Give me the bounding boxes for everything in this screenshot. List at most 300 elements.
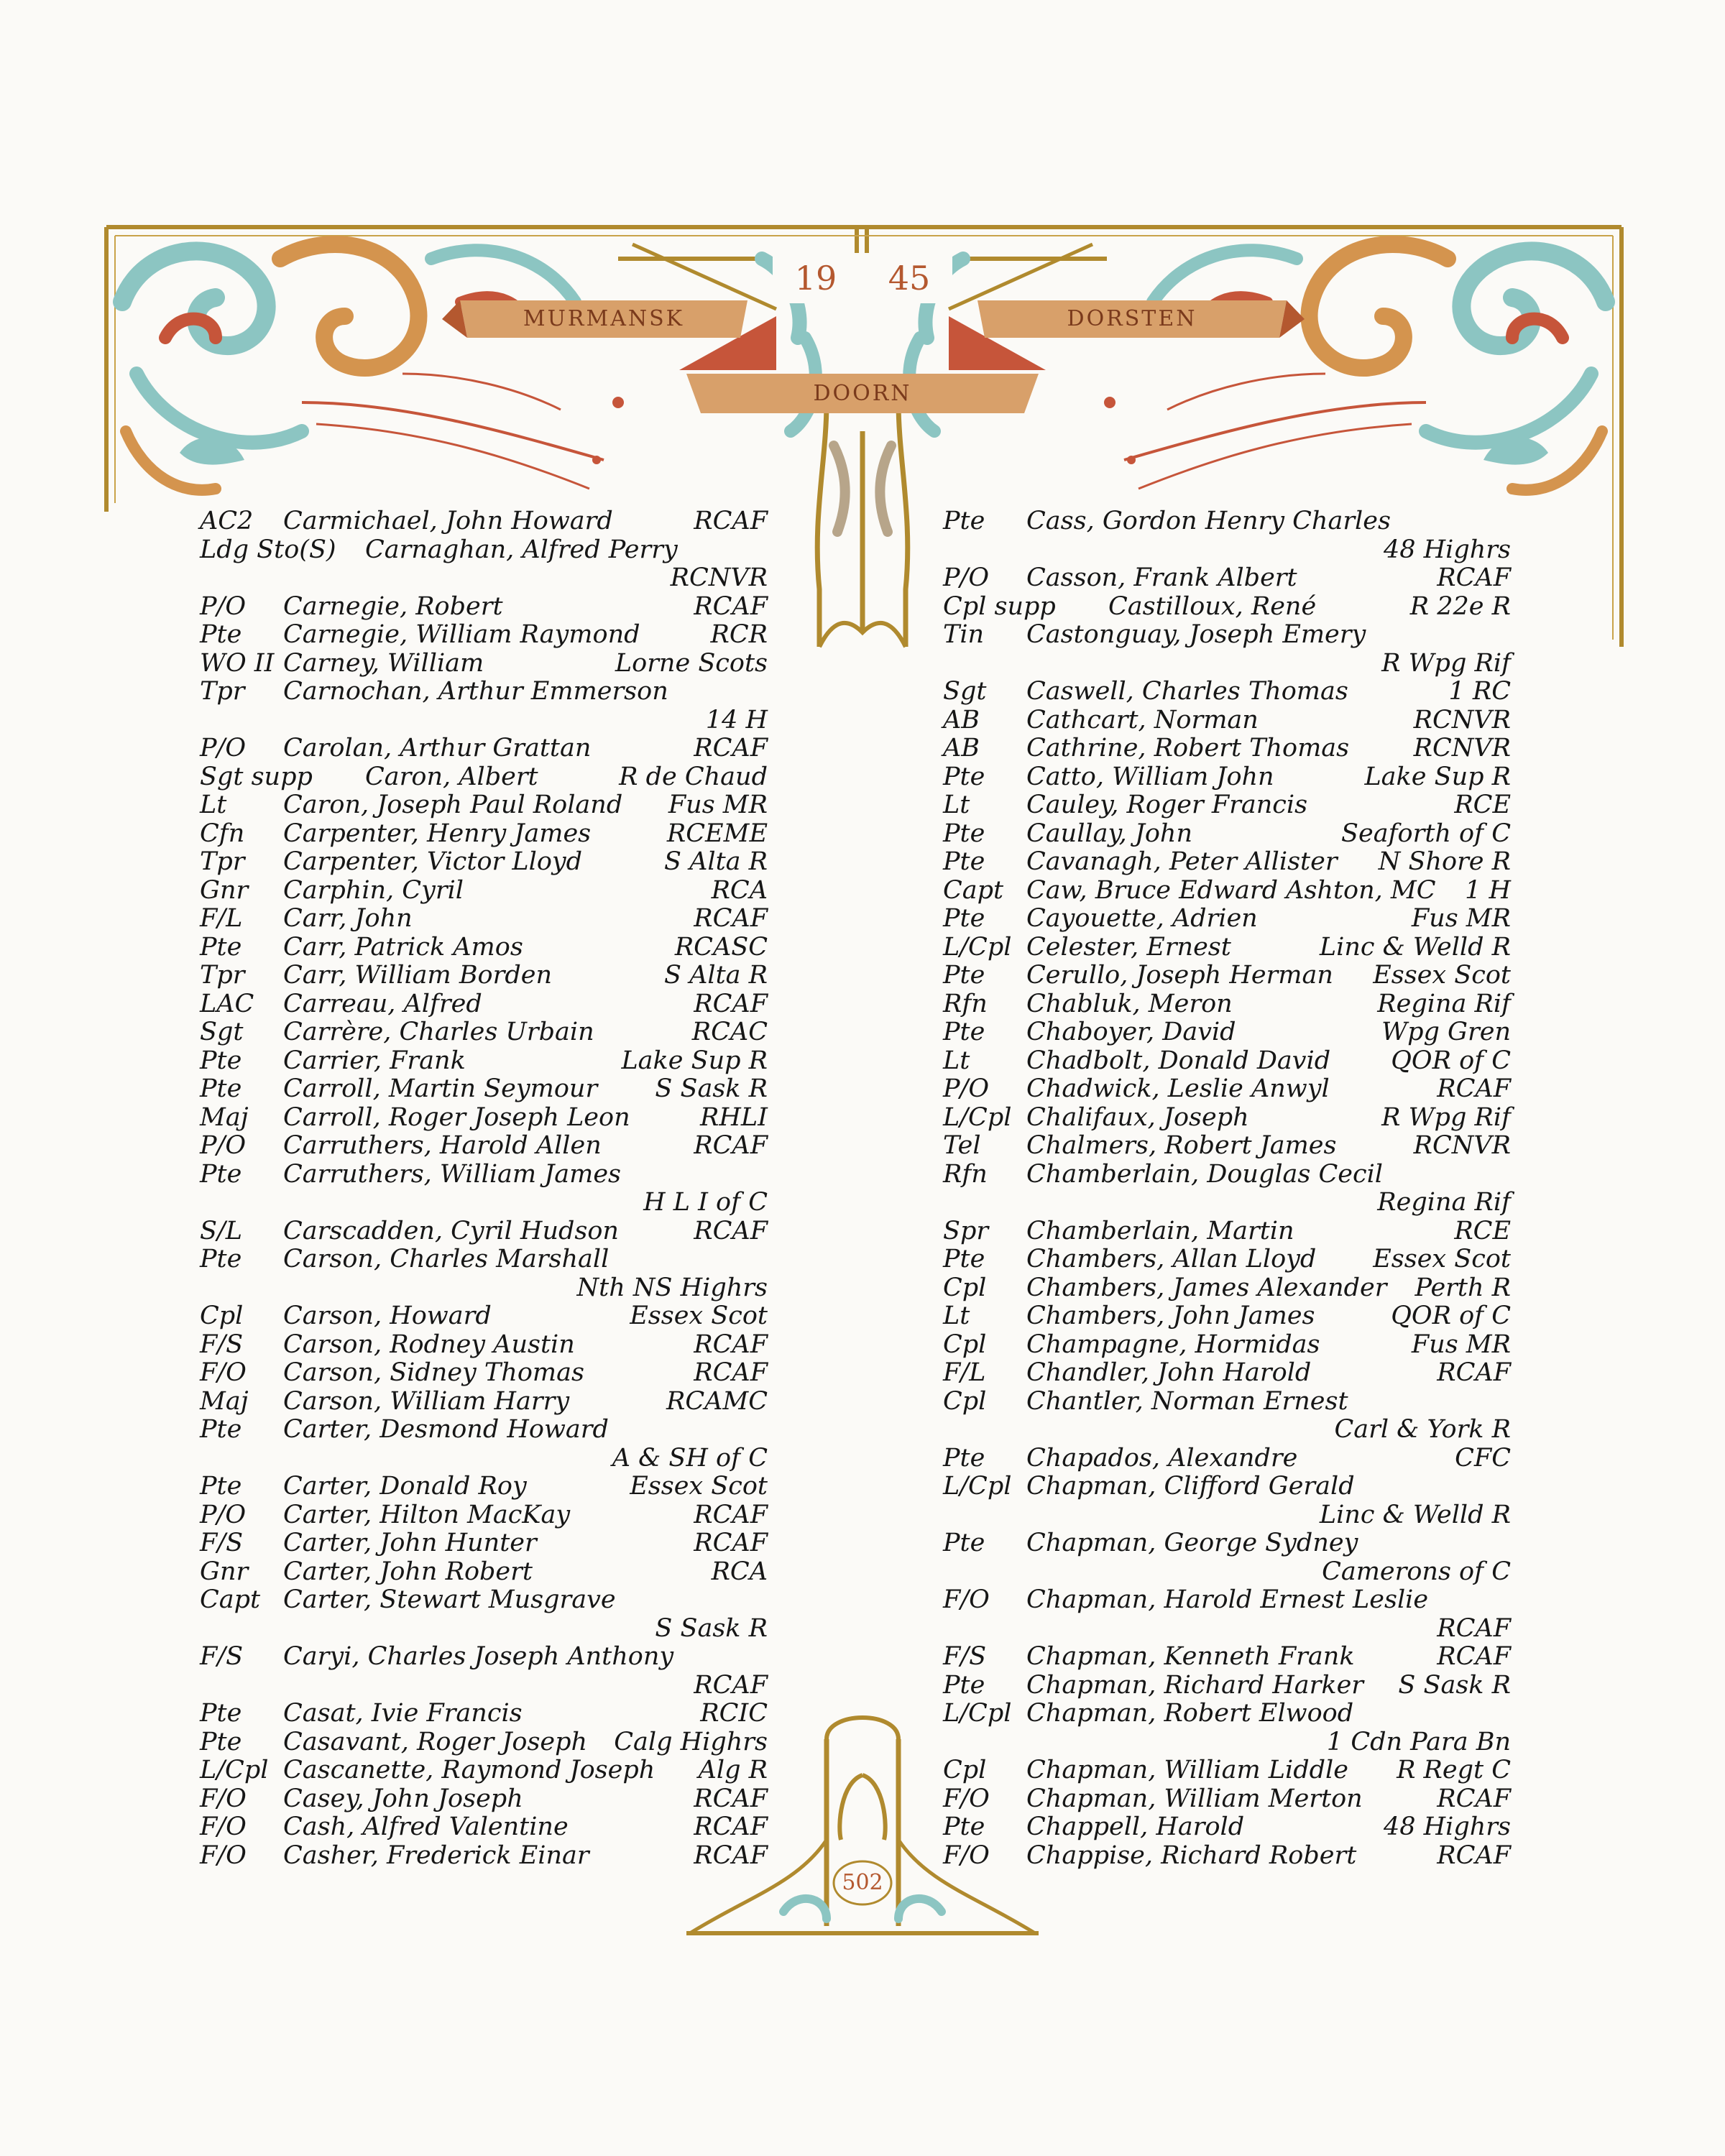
entry-name: Cascanette, Raymond Joseph (283, 1756, 656, 1784)
roll-entry (943, 706, 1511, 735)
entry-rank: F/S (200, 1330, 244, 1359)
entry-unit: RCNVR (670, 563, 768, 592)
entry-name: Cavanagh, Peter Allister (1026, 847, 1338, 876)
roll-entry (943, 1388, 1511, 1445)
entry-unit: H L I of C (643, 1188, 768, 1217)
entry-unit: Regina Rif (1377, 989, 1511, 1018)
entry-unit: RCAF (694, 1784, 768, 1813)
entry-unit: RCAF (694, 1131, 768, 1160)
entry-name: Chapados, Alexandre (1026, 1443, 1298, 1473)
roll-entry (200, 1700, 768, 1728)
entry-unit: Carl & York R (1334, 1415, 1511, 1444)
entry-name: Carson, Rodney Austin (283, 1330, 575, 1359)
entry-rank: F/L (200, 904, 243, 933)
entry-name: Caullay, John (1026, 819, 1193, 848)
roll-entry (200, 1018, 768, 1047)
entry-unit: RCAF (694, 1812, 768, 1841)
entry-name: Carroll, Roger Joseph Leon (283, 1102, 630, 1132)
entry-name: Carnegie, Robert (283, 591, 503, 621)
entry-rank: Pte (200, 1415, 242, 1444)
entry-unit: Essex Scot (1373, 1245, 1511, 1273)
roll-entry (943, 1445, 1511, 1473)
entry-name: Caron, Albert (365, 762, 538, 791)
entry-name: Caron, Joseph Paul Roland (283, 791, 623, 819)
entry-name: Carter, Hilton MacKay (283, 1500, 571, 1529)
entry-name: Carnegie, William Raymond (283, 620, 640, 649)
entry-rank: Pte (943, 1670, 985, 1700)
entry-rank: L/Cpl (943, 932, 1012, 962)
roll-entry (943, 1274, 1511, 1303)
entry-rank: Pte (200, 1159, 242, 1189)
entry-rank: Pte (943, 1443, 985, 1473)
entry-rank: Sgt (200, 1018, 244, 1046)
entry-unit: Camerons of C (1322, 1557, 1511, 1586)
entry-rank: F/O (200, 1784, 247, 1813)
entry-name: Catto, William John (1026, 762, 1274, 791)
entry-unit: RCAF (694, 1529, 768, 1557)
entry-rank: Gnr (200, 1557, 249, 1586)
entry-rank: Ldg Sto(S) (200, 535, 336, 564)
entry-rank: F/S (943, 1642, 987, 1671)
roll-entry (200, 1643, 768, 1700)
roll-entry (943, 1473, 1511, 1529)
entry-rank: Cpl (943, 1330, 987, 1359)
entry-name: Carruthers, William James (283, 1159, 621, 1189)
entry-rank: F/S (200, 1529, 244, 1557)
entry-unit: RCAF (1437, 1841, 1511, 1870)
roll-entry (943, 1161, 1511, 1217)
entry-rank: Pte (943, 1812, 985, 1841)
roll-entry (200, 734, 768, 763)
entry-unit: RCR (710, 620, 768, 649)
entry-name: Carr, John (283, 904, 413, 933)
entry-unit: RCAF (694, 1216, 768, 1245)
roll-entry (200, 1217, 768, 1246)
entry-unit: RCAF (694, 734, 768, 763)
roll-entry (200, 621, 768, 650)
entry-rank: S/L (200, 1216, 243, 1245)
entry-rank: Lt (943, 1046, 970, 1075)
entry-unit: N Shore R (1378, 847, 1511, 876)
roll-entry (943, 1359, 1511, 1388)
entry-rank: Pte (943, 847, 985, 876)
entry-unit: RCAF (694, 591, 768, 621)
entry-unit: S Sask R (655, 1074, 768, 1103)
entry-unit: 1 H (1465, 875, 1511, 905)
roll-entry (943, 905, 1511, 934)
entry-rank: P/O (943, 1074, 990, 1103)
entry-unit: 48 Highrs (1383, 535, 1511, 564)
entry-rank: Cpl (943, 1386, 987, 1416)
entry-rank: Tin (943, 620, 985, 649)
roll-entry (943, 934, 1511, 962)
entry-rank: Pte (943, 819, 985, 848)
entry-name: Casat, Ivie Francis (283, 1699, 523, 1728)
entry-unit: S Sask R (655, 1613, 768, 1643)
entry-unit: R Wpg Rif (1381, 1102, 1511, 1132)
roll-entry (943, 1700, 1511, 1756)
entry-name: Chambers, John James (1026, 1302, 1315, 1330)
left-name-column (200, 507, 768, 1870)
entry-name: Casher, Frederick Einar (283, 1841, 589, 1870)
entry-rank: Pte (200, 1727, 242, 1756)
entry-name: Carruthers, Harold Allen (283, 1131, 602, 1160)
entry-rank: Capt (943, 875, 1004, 905)
entry-name: Carter, John Hunter (283, 1529, 537, 1557)
roll-entry (200, 820, 768, 849)
entry-rank: Tpr (200, 847, 245, 876)
roll-entry (943, 1075, 1511, 1104)
entry-rank: Pte (200, 1472, 242, 1501)
entry-name: Chalmers, Robert James (1026, 1131, 1337, 1160)
entry-rank: AB (943, 734, 980, 763)
roll-entry (200, 678, 768, 734)
entry-unit: R Wpg Rif (1381, 648, 1511, 678)
entry-unit: RCE (1454, 791, 1511, 819)
entry-unit: Essex Scot (630, 1472, 768, 1501)
entry-name: Carson, Howard (283, 1302, 492, 1330)
entry-rank: Rfn (943, 989, 988, 1018)
entry-rank: Tpr (200, 677, 245, 706)
entry-rank: Cpl (943, 1273, 987, 1302)
entry-name: Carney, William (283, 648, 484, 678)
entry-rank: L/Cpl (943, 1102, 1012, 1132)
roll-entry (200, 990, 768, 1019)
entry-unit: RCAF (694, 1330, 768, 1359)
entry-name: Chalifaux, Joseph (1026, 1102, 1249, 1132)
entry-unit: Lake Sup R (1364, 762, 1511, 791)
roll-entry (200, 1047, 768, 1076)
roll-entry (943, 990, 1511, 1019)
roll-entry (200, 1416, 768, 1473)
roll-entry (943, 820, 1511, 849)
entry-unit: Fus MR (1411, 904, 1511, 933)
entry-name: Chambers, James Alexander (1026, 1273, 1387, 1302)
entry-unit: RCA (711, 875, 768, 905)
entry-unit: RCAF (694, 507, 768, 535)
entry-name: Carter, John Robert (283, 1557, 533, 1586)
entry-name: Chabluk, Meron (1026, 989, 1233, 1018)
entry-name: Champagne, Hormidas (1026, 1330, 1320, 1359)
entry-name: Cerullo, Joseph Herman (1026, 961, 1333, 990)
entry-name: Chantler, Norman Ernest (1026, 1386, 1348, 1416)
entry-name: Carphin, Cyril (283, 875, 464, 905)
roll-entry (200, 1359, 768, 1388)
roll-entry (200, 1728, 768, 1757)
roll-entry (943, 1104, 1511, 1133)
roll-entry (943, 962, 1511, 990)
entry-rank: Gnr (200, 875, 249, 905)
entry-name: Carr, Patrick Amos (283, 932, 523, 962)
entry-name: Carpenter, Henry James (283, 819, 592, 848)
roll-entry (943, 877, 1511, 906)
roll-entry (943, 1132, 1511, 1161)
left-scroll-ornament (122, 244, 624, 490)
roll-entry (200, 1132, 768, 1161)
entry-unit: R 22e R (1409, 591, 1511, 621)
entry-rank: Sgt supp (200, 762, 313, 791)
entry-rank: P/O (200, 1131, 247, 1160)
entry-unit: Regina Rif (1377, 1188, 1511, 1217)
banner-center-label: DOORN (813, 381, 912, 406)
entry-rank: Maj (200, 1386, 249, 1416)
entry-rank: Pte (200, 932, 242, 962)
roll-entry (200, 1473, 768, 1501)
entry-name: Caswell, Charles Thomas (1026, 677, 1348, 706)
entry-unit: RCAF (694, 1358, 768, 1387)
entry-unit: R de Chaud (619, 762, 768, 791)
entry-name: Carpenter, Victor Lloyd (283, 847, 583, 876)
entry-name: Cathcart, Norman (1026, 705, 1259, 734)
roll-entry (200, 1245, 768, 1302)
roll-entry (200, 1813, 768, 1842)
entry-name: Chambers, Allan Lloyd (1026, 1245, 1317, 1273)
roll-entry (200, 1756, 768, 1785)
entry-name: Chadwick, Leslie Anwyl (1026, 1074, 1330, 1103)
entry-name: Cathrine, Robert Thomas (1026, 734, 1350, 763)
entry-unit: RCE (1454, 1216, 1511, 1245)
roll-entry (943, 1047, 1511, 1076)
roll-entry (200, 848, 768, 877)
entry-unit: RCAC (691, 1018, 768, 1046)
entry-name: Chapman, William Liddle (1026, 1756, 1348, 1784)
entry-name: Carroll, Martin Seymour (283, 1074, 598, 1103)
entry-rank: LAC (200, 989, 254, 1018)
entry-unit: QOR of C (1391, 1302, 1511, 1330)
entry-unit: RCAF (1437, 1074, 1511, 1103)
entry-name: Chapman, Richard Harker (1026, 1670, 1364, 1700)
entry-name: Chapman, Clifford Gerald (1026, 1472, 1355, 1501)
entry-rank: Capt (200, 1585, 261, 1614)
roll-entry (943, 763, 1511, 792)
entry-name: Carmichael, John Howard (283, 507, 613, 535)
entry-unit: QOR of C (1391, 1046, 1511, 1075)
entry-name: Casavant, Roger Joseph (283, 1727, 588, 1756)
entry-rank: Pte (943, 762, 985, 791)
entry-unit: Fus MR (668, 791, 768, 819)
entry-rank: WO II (200, 648, 275, 678)
entry-rank: AC2 (200, 507, 254, 535)
entry-name: Celester, Ernest (1026, 932, 1231, 962)
entry-unit: RHLI (700, 1102, 768, 1132)
entry-name: Caw, Bruce Edward Ashton, MC (1026, 875, 1436, 905)
entry-rank: Pte (943, 1245, 985, 1273)
entry-name: Carter, Donald Roy (283, 1472, 527, 1501)
entry-name: Carson, Charles Marshall (283, 1245, 610, 1273)
entry-rank: F/O (200, 1841, 247, 1870)
entry-name: Carscadden, Cyril Hudson (283, 1216, 619, 1245)
roll-entry (200, 507, 768, 536)
entry-unit: RCA (711, 1557, 768, 1586)
entry-name: Castonguay, Joseph Emery (1026, 620, 1366, 649)
entry-name: Chaboyer, David (1026, 1018, 1236, 1046)
entry-unit: RCAF (1437, 563, 1511, 592)
roll-entry (943, 1529, 1511, 1586)
roll-entry (943, 1302, 1511, 1331)
entry-name: Carrère, Charles Urbain (283, 1018, 594, 1046)
entry-name: Chappell, Harold (1026, 1812, 1245, 1841)
entry-rank: Cpl supp (943, 591, 1056, 621)
entry-unit: Seaforth of C (1341, 819, 1511, 848)
entry-rank: F/O (200, 1812, 247, 1841)
entry-unit: R Regt C (1397, 1756, 1511, 1784)
right-scroll-ornament (1104, 244, 1606, 490)
entry-name: Castilloux, René (1108, 591, 1317, 621)
entry-name: Carreau, Alfred (283, 989, 482, 1018)
entry-rank: Rfn (943, 1159, 988, 1189)
entry-name: Carter, Desmond Howard (283, 1415, 609, 1444)
roll-entry (200, 650, 768, 678)
entry-name: Chandler, John Harold (1026, 1358, 1312, 1387)
entry-unit: RCEME (666, 819, 768, 848)
entry-rank: Sgt (943, 677, 987, 706)
entry-rank: Maj (200, 1102, 249, 1132)
entry-name: Carnochan, Arthur Emmerson (283, 677, 668, 706)
entry-name: Carrier, Frank (283, 1046, 466, 1075)
entry-rank: F/O (943, 1841, 990, 1870)
roll-entry (200, 962, 768, 990)
entry-rank: L/Cpl (943, 1472, 1012, 1501)
entry-name: Chapman, Kenneth Frank (1026, 1642, 1355, 1671)
entry-unit: 1 Cdn Para Bn (1326, 1727, 1511, 1756)
entry-unit: Nth NS Highrs (576, 1273, 768, 1302)
entry-rank: Cpl (200, 1302, 244, 1330)
roll-entry (943, 1217, 1511, 1246)
entry-unit: Fus MR (1411, 1330, 1511, 1359)
entry-unit: RCAF (694, 904, 768, 933)
roll-entry (943, 593, 1511, 622)
entry-unit: RCNVR (1413, 1131, 1511, 1160)
entry-unit: RCAF (694, 1670, 768, 1700)
year-right: 45 (888, 259, 931, 298)
banner-left-label: MURMANSK (523, 306, 685, 331)
entry-name: Chapman, Harold Ernest Leslie (1026, 1585, 1429, 1614)
entry-rank: P/O (200, 1500, 247, 1529)
entry-rank: Pte (200, 1046, 242, 1075)
roll-entry (200, 1842, 768, 1871)
entry-unit: S Alta R (664, 961, 768, 990)
roll-entry (200, 1785, 768, 1814)
roll-entry (943, 1018, 1511, 1047)
roll-entry (943, 1672, 1511, 1700)
entry-unit: Linc & Welld R (1319, 932, 1511, 962)
entry-name: Carson, Sidney Thomas (283, 1358, 584, 1387)
entry-unit: RCASC (674, 932, 768, 962)
roll-entry (200, 1529, 768, 1558)
page-number: 502 (842, 1870, 883, 1895)
entry-unit: 1 RC (1448, 677, 1511, 706)
roll-entry (200, 1104, 768, 1133)
entry-name: Carr, William Borden (283, 961, 553, 990)
entry-unit: RCNVR (1413, 705, 1511, 734)
entry-name: Chappise, Richard Robert (1026, 1841, 1357, 1870)
roll-entry (943, 1586, 1511, 1643)
entry-rank: F/O (200, 1358, 247, 1387)
entry-name: Chadbolt, Donald David (1026, 1046, 1331, 1075)
entry-unit: Perth R (1414, 1273, 1511, 1302)
entry-name: Casson, Frank Albert (1026, 563, 1297, 592)
roll-entry (943, 1331, 1511, 1360)
entry-name: Caryi, Charles Joseph Anthony (283, 1642, 674, 1671)
entry-name: Chamberlain, Douglas Cecil (1026, 1159, 1383, 1189)
roll-entry (200, 536, 768, 593)
entry-rank: Pte (200, 1699, 242, 1728)
entry-rank: Spr (943, 1216, 989, 1245)
roll-entry (943, 678, 1511, 706)
entry-unit: Wpg Gren (1381, 1018, 1511, 1046)
roll-entry (200, 1075, 768, 1104)
roll-entry (943, 1785, 1511, 1814)
roll-entry (943, 1643, 1511, 1672)
roll-entry (200, 877, 768, 906)
entry-rank: Lt (943, 791, 970, 819)
roll-entry (200, 934, 768, 962)
roll-entry (943, 507, 1511, 564)
entry-unit: Lorne Scots (615, 648, 768, 678)
entry-unit: RCAF (1437, 1613, 1511, 1643)
entry-name: Carson, William Harry (283, 1386, 570, 1416)
entry-rank: Pte (943, 1529, 985, 1557)
roll-entry (943, 734, 1511, 763)
entry-unit: RCAF (1437, 1358, 1511, 1387)
entry-unit: RCAF (694, 1841, 768, 1870)
entry-rank: AB (943, 705, 980, 734)
entry-rank: P/O (200, 734, 247, 763)
entry-name: Chapman, William Merton (1026, 1784, 1363, 1813)
entry-rank: Pte (943, 507, 985, 535)
roll-entry (943, 621, 1511, 678)
entry-unit: A & SH of C (612, 1443, 768, 1473)
entry-unit: Linc & Welld R (1319, 1500, 1511, 1529)
entry-name: Chapman, George Sydney (1026, 1529, 1358, 1557)
entry-rank: F/S (200, 1642, 244, 1671)
entry-name: Carolan, Arthur Grattan (283, 734, 592, 763)
entry-rank: L/Cpl (200, 1756, 269, 1784)
entry-unit: RCNVR (1413, 734, 1511, 763)
entry-name: Casey, John Joseph (283, 1784, 523, 1813)
entry-rank: F/O (943, 1784, 990, 1813)
entry-unit: RCIC (700, 1699, 768, 1728)
entry-rank: Lt (943, 1302, 970, 1330)
roll-entry (943, 1756, 1511, 1785)
entry-rank: Cpl (943, 1756, 987, 1784)
roll-entry (943, 564, 1511, 593)
entry-unit: S Alta R (664, 847, 768, 876)
entry-rank: Tel (943, 1131, 981, 1160)
entry-rank: Pte (200, 620, 242, 649)
entry-unit: Alg R (698, 1756, 768, 1784)
entry-rank: Tpr (200, 961, 245, 990)
entry-rank: P/O (200, 591, 247, 621)
banner-right-label: DORSTEN (1067, 306, 1197, 331)
entry-rank: Pte (200, 1245, 242, 1273)
entry-rank: Pte (200, 1074, 242, 1103)
entry-unit: 48 Highrs (1383, 1812, 1511, 1841)
roll-entry (200, 1331, 768, 1360)
roll-entry (200, 1558, 768, 1587)
entry-unit: RCAF (694, 989, 768, 1018)
right-name-column (943, 507, 1511, 1870)
entry-unit: RCAMC (666, 1386, 768, 1416)
entry-rank: P/O (943, 563, 990, 592)
entry-unit: CFC (1455, 1443, 1511, 1473)
entry-unit: Calg Highrs (614, 1727, 768, 1756)
entry-unit: Essex Scot (630, 1302, 768, 1330)
roll-entry (943, 1842, 1511, 1871)
year-left: 19 (794, 259, 837, 298)
entry-unit: S Sask R (1398, 1670, 1511, 1700)
entry-name: Cass, Gordon Henry Charles (1026, 507, 1391, 535)
